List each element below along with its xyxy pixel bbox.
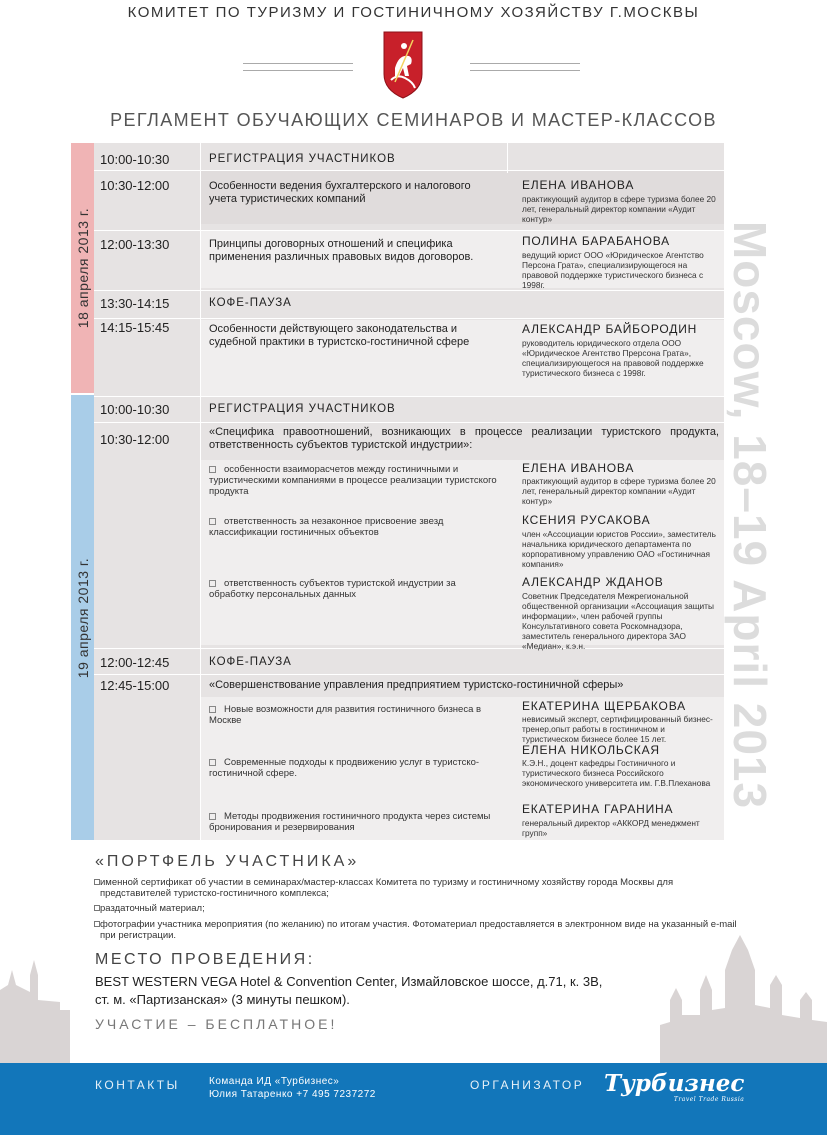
day1-speaker-desc-5: руководитель юридического отдела ООО «Юридическое Агентство Прерсона Грата», специализирующегося на правовой поддержке туристического бизнеса с 1998г.	[522, 338, 704, 378]
contacts-person: Юлия Татаренко +7 495 7237272	[209, 1089, 376, 1100]
portfolio-item-3	[100, 919, 740, 941]
day2-time-block1: 10:30-12:00	[100, 432, 170, 447]
day1-speaker-3: ПОЛИНА БАРАБАНОВА	[522, 234, 670, 248]
place-address	[95, 973, 602, 1009]
block2-item-2	[209, 757, 499, 779]
block1-item-2	[209, 516, 499, 538]
portfolio-item-3-text: фотографии участника мероприятия (по желанию) по итогам участия. Фотоматериал предоставляется в электронном виде на указанный e-mail при регистрации.	[100, 919, 737, 941]
block1-speaker-desc-2: член «Ассоциации юристов России», заместитель начальника юридического департамента по корпоративному управлению ОАО «Гостиничная компания»	[522, 529, 716, 569]
page-title: РЕГЛАМЕНТ ОБУЧАЮЩИХ СЕМИНАРОВ И МАСТЕР-КЛАССОВ	[110, 110, 717, 130]
place-line-2: ст. м. «Партизанская» (3 минуты пешком).	[95, 992, 350, 1007]
portfolio-item-2	[100, 903, 740, 914]
block1-speaker-desc-3: Советник Председателя Межрегиональной общественной организации «Ассоциация защиты информации», член рабочей группы Консультативного совета Роскомнадзора, заместитель генерального директора ЗАО «Медиан», к.э.н.	[522, 591, 714, 651]
checkbox-bullet-icon	[209, 518, 216, 525]
checkbox-bullet-icon	[209, 466, 216, 473]
header-rule-left	[243, 63, 353, 71]
checkbox-bullet-icon	[209, 706, 216, 713]
logo-text: Турбизнес	[604, 1070, 745, 1097]
day1-time-3: 12:00-13:30	[100, 237, 170, 252]
column-divider	[200, 143, 201, 840]
row-line	[94, 230, 724, 231]
checkbox-bullet-icon	[94, 879, 100, 885]
block1-item-1-text: особенности взаиморасчетов между гостиничными и туристическими компаниями в процессе реализации туристского продукта	[209, 464, 497, 497]
day2-time-block2: 12:45-15:00	[100, 678, 170, 693]
day1-speaker-2: ЕЛЕНА ИВАНОВА	[522, 178, 635, 192]
day2-topic-coffee: КОФЕ-ПАУЗА	[209, 656, 292, 668]
block2-speaker-2: ЕЛЕНА НИКОЛЬСКАЯ	[522, 743, 660, 757]
day1-time-4: 13:30-14:15	[100, 296, 170, 311]
day2-topic-reg: РЕГИСТРАЦИЯ УЧАСТНИКОВ	[209, 403, 396, 415]
day1-time-1: 10:00-10:30	[100, 152, 170, 167]
block2-speaker-1: ЕКАТЕРИНА ЩЕРБАКОВА	[522, 699, 686, 713]
row-line	[94, 422, 724, 423]
block1-item-3-text: ответственность субъектов туристской индустрии за обработку персональных данных	[209, 578, 456, 600]
portfolio-item-1	[100, 877, 740, 899]
block2-item-1	[209, 704, 499, 726]
checkbox-bullet-icon	[209, 580, 216, 587]
block2-item-2-text: Современные подходы к продвижению услуг в туристско-гостиничной сфере.	[209, 757, 480, 779]
moscow-coat-of-arms-icon	[383, 30, 423, 100]
block1-item-1	[209, 464, 499, 497]
day2-time-coffee: 12:00-12:45	[100, 655, 170, 670]
checkbox-bullet-icon	[94, 905, 100, 911]
day1-bar	[71, 143, 94, 393]
checkbox-bullet-icon	[209, 759, 216, 766]
day1-speaker-5: АЛЕКСАНДР БАЙБОРОДИН	[522, 322, 698, 336]
day1-speaker-desc-2: практикующий аудитор в сфере туризма более 20 лет, генеральный директор компании «Аудит контур»	[522, 194, 716, 224]
block2-item-3	[209, 811, 499, 833]
place-line-1: BEST WESTERN VEGA Hotel & Convention Center, Измайловское шоссе, д.71, к. 3В,	[95, 974, 603, 989]
block1-speaker-3: АЛЕКСАНДР ЖДАНОВ	[522, 575, 664, 589]
block2-speaker-3: ЕКАТЕРИНА ГАРАНИНА	[522, 802, 674, 816]
committee-title: КОМИТЕТ ПО ТУРИЗМУ И ГОСТИНИЧНОМУ ХОЗЯЙСТВУ Г.МОСКВЫ	[127, 4, 700, 21]
checkbox-bullet-icon	[209, 813, 216, 820]
day1-topic-4: КОФЕ-ПАУЗА	[209, 297, 292, 309]
checkbox-bullet-icon	[94, 921, 100, 927]
free-participation: УЧАСТИЕ – БЕСПЛАТНОЕ!	[95, 1016, 338, 1032]
logo-subtitle: Travel Trade Russia	[673, 1096, 745, 1103]
row-line	[94, 290, 724, 291]
organizer-label: ОРГАНИЗАТОР	[470, 1078, 585, 1092]
block1-speaker-desc-1: практикующий аудитор в сфере туризма более 20 лет, генеральный директор компании «Аудит контур»	[522, 476, 716, 506]
day1-speaker-desc-3: ведущий юрист ООО «Юридическое Агентство Персона Грата», специализирующегося на правовой поддержке туристического бизнеса с 1998г.	[522, 250, 704, 290]
block2-item-3-text: Методы продвижения гостиничного продукта через системы бронирования и резервирования	[209, 811, 491, 833]
contacts-info	[209, 1075, 376, 1101]
block2-item-1-text: Новые возможности для развития гостиничного бизнеса в Москве	[209, 704, 482, 726]
day1-topic-1: РЕГИСТРАЦИЯ УЧАСТНИКОВ	[209, 153, 396, 165]
day1-label: 18 апреля 2013 г.	[74, 207, 91, 329]
day1-topic-2: Особенности ведения бухгалтерского и налогового учета туристических компаний	[209, 180, 471, 205]
day1-topic-5: Особенности действующего законодательства и судебной практики в туристско-гостиничной сфере	[209, 323, 470, 348]
watermark	[725, 150, 775, 880]
block2-speaker-desc-3: генеральный директор «АККОРД менеджмент групп»	[522, 818, 700, 838]
column-divider-2	[507, 143, 508, 173]
block2-speaker-desc-2: К.Э.Н., доцент кафедры Гостиничного и туристического бизнеса Российского экономического университета им. Г.В.Плеханова	[522, 758, 711, 788]
contacts-team: Команда ИД «Турбизнес»	[209, 1076, 340, 1087]
watermark-text: Moscow, 18–19 April 2013	[724, 220, 776, 810]
day2-label: 19 апреля 2013 г.	[74, 557, 91, 678]
row-line	[94, 170, 724, 171]
place-title: МЕСТО ПРОВЕДЕНИЯ:	[95, 951, 315, 968]
block1-speaker-2: КСЕНИЯ РУСАКОВА	[522, 513, 651, 527]
portfolio-item-1-text: именной сертификат об участии в семинарах/мастер-классах Комитета по туризму и гостиничному хозяйству города Москвы для представителей туристско-гостиничного комплекса;	[100, 877, 674, 899]
portfolio-item-2-text: раздаточный материал;	[100, 903, 205, 914]
contacts-label: КОНТАКТЫ	[95, 1078, 180, 1092]
block1-speaker-1: ЕЛЕНА ИВАНОВА	[522, 461, 635, 475]
day2-bar	[71, 395, 94, 840]
day2-topic-block2: «Совершенствование управления предприятием туристско-гостиничной сферы»	[209, 679, 624, 691]
block1-item-3	[209, 578, 499, 600]
day1-time-2: 10:30-12:00	[100, 178, 170, 193]
row-line	[94, 674, 724, 675]
block2-speaker-desc-1: невисимый эксперт, сертифицированный бизнес-тренер,опыт работы в гостиничном и туристическом бизнесе более 15 лет.	[522, 714, 713, 744]
turbiznes-logo[interactable]	[604, 1070, 745, 1103]
row-line	[94, 318, 724, 319]
day1-time-5: 14:15-15:45	[100, 320, 170, 335]
block1-item-2-text: ответственность за незаконное присвоение звезд классификации гостиничных объектов	[209, 516, 444, 538]
portfolio-title: «ПОРТФЕЛЬ УЧАСТНИКА»	[95, 853, 360, 870]
day1-topic-3: Принципы договорных отношений и специфика применения различных правовых видов договоров.	[209, 238, 474, 263]
header-rule-right	[470, 63, 580, 71]
day2-topic-block1: «Специфика правоотношений, возникающих в процессе реализации туристского продукта, ответственность субъектов туристской индустрии»:	[209, 426, 719, 451]
day2-time-reg: 10:00-10:30	[100, 402, 170, 417]
